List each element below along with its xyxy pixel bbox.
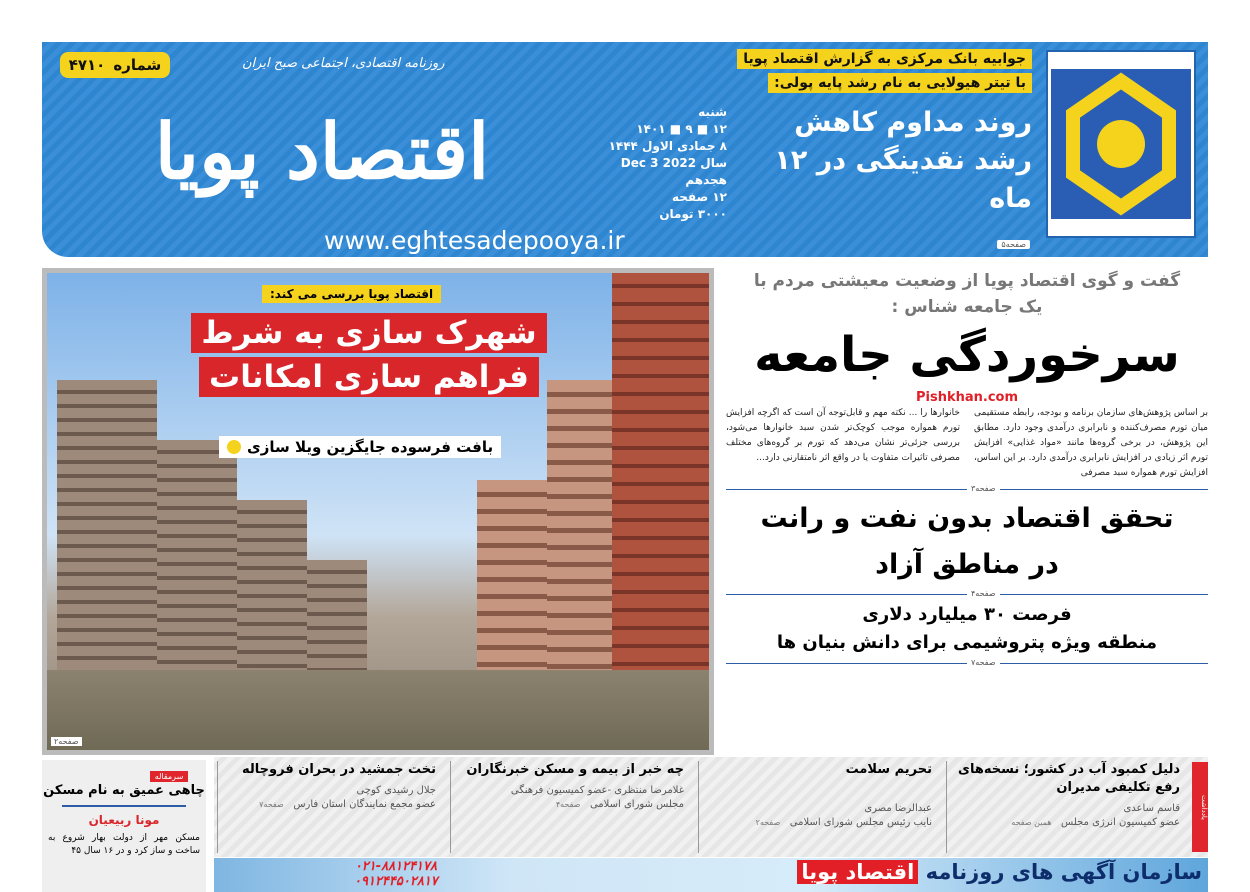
solar-date: ۱۲ ■ ۹ ■ ۱۴۰۱ — [636, 122, 727, 136]
note-role: عضو کمیسیون انرژی مجلس — [1061, 817, 1180, 828]
photo-kicker: اقتصاد پویا بررسی می کند: — [262, 285, 441, 303]
editorial-author: مونا ربیعیان — [88, 813, 160, 827]
divider — [726, 658, 1208, 667]
photo-headline-line: فراهم سازی امکانات — [199, 357, 539, 397]
ad-phone: ۰۹۱۲۴۴۵۰۲۸۱۷ — [354, 874, 438, 889]
website-url[interactable]: www.eghtesadepooya.ir — [324, 226, 625, 255]
kicker-line: با تیتر هیولایی به نام رشد پایه پولی: — [768, 73, 1032, 93]
editorial-text: مسکن مهر از دولت بهار شروع به ساخت و ساز کرد و در ۱۶ سال ۴۵ — [48, 833, 200, 856]
tagline: روزنامه اقتصادی، اجتماعی صبح ایران — [242, 56, 445, 71]
ad-phones — [354, 859, 438, 889]
building — [547, 380, 617, 680]
interview-body — [726, 406, 1208, 481]
building — [157, 440, 237, 670]
ad-title — [797, 860, 1202, 884]
note-role: مجلس شورای اسلامی — [589, 799, 684, 810]
note-author: جلال رشیدی کوچی — [356, 785, 436, 796]
photo-headline-line: شهرک سازی به شرط — [191, 313, 546, 353]
page-ref: صفحه۷ — [967, 658, 1000, 667]
interview-kicker: گفت و گوی اقتصاد پویا از وضعیت معیشتی مردم با — [753, 271, 1181, 291]
editorial-tag: سرمقاله — [150, 771, 189, 782]
page-ref: صفحه۵ — [997, 240, 1030, 249]
page-ref: صفحه۷ — [259, 800, 284, 809]
note-role: نایب رئیس مجلس شورای اسلامی — [789, 817, 932, 828]
body-column: خانوارها را ... نکته مهم و قابل‌توجه آن است که اگرچه افزایش تورم همواره موجب کوچک‌تر شدن سبد خانوارها می‌شود، بررسی جزئی‌تر نشان می‌دهد که تورم بر گروه‌های مختلف مصرفی تاثیرات متفاوت یا در واقع اثر نامتقارنی دارد... — [726, 408, 960, 463]
page-ref: صفحه۴ — [555, 800, 581, 809]
subheadline-text: بافت فرسوده جایگزین ویلا سازی — [247, 438, 494, 456]
note-author: قاسم ساعدی — [1123, 803, 1180, 814]
interview-kicker: یک جامعه شناس : — [891, 297, 1043, 317]
publication-year: هجدهم — [685, 173, 727, 187]
body-column: بر اساس پژوهش‌های سازمان برنامه و بودجه، رابطه مستقیمی میان تورم مصرف‌کننده و نابرابری درآمدی وجود دارد. مطابق این پژوهش، در برخی گروه‌ها مانند «مواد غذایی» افزایش تورم اثر زیادی در افزایش نابرابری درآمدی دارد. بر این اساس، افزایش تورم همواره سبد مصرفی — [974, 408, 1208, 478]
page-ref: صفحه۲ — [755, 818, 781, 827]
photo-subheadline — [219, 436, 501, 458]
weekday: شنبه — [698, 105, 727, 119]
note-item[interactable] — [698, 761, 938, 853]
story3-headline[interactable]: منطقه ویژه پتروشیمی برای دانش بنیان ها — [776, 632, 1158, 653]
note-role: عضو مجمع نمایندگان استان فارس — [293, 799, 436, 810]
note-item[interactable] — [946, 761, 1186, 853]
building — [612, 270, 712, 680]
editorial[interactable] — [42, 760, 206, 892]
ad-brand: اقتصاد پویا — [797, 860, 918, 884]
right-column — [726, 268, 1208, 668]
page-ref: صفحه۲ — [51, 737, 82, 746]
ground — [47, 670, 709, 750]
note-title: تحریم سلامت — [845, 762, 932, 777]
ad-banner[interactable] — [214, 858, 1208, 892]
building — [307, 560, 367, 670]
story3-headline[interactable]: فرصت ۳۰ میلیارد دلاری — [862, 604, 1072, 625]
kicker-line: جوابیه بانک مرکزی به گزارش اقتصاد پویا — [737, 49, 1032, 69]
issue-label: شماره — [113, 56, 162, 74]
issue-number: ۴۷۱۰ — [68, 56, 106, 74]
building — [477, 480, 547, 680]
story2-headline[interactable]: تحقق اقتصاد بدون نفت و رانت — [760, 503, 1174, 534]
bullet-icon — [227, 440, 241, 454]
ad-title-text: سازمان آگهی های روزنامه — [925, 860, 1202, 884]
note-author: عبدالرضا مصری — [864, 803, 932, 814]
story2-headline[interactable]: در مناطق آزاد — [875, 549, 1059, 580]
note-item[interactable] — [217, 761, 442, 853]
top-story-kicker — [737, 48, 1032, 96]
interview-headline[interactable]: سرخوردگی جامعه — [754, 327, 1180, 383]
ad-phone: ۰۲۱-۸۸۱۲۴۱۷۸ — [354, 859, 437, 874]
note-author: غلامرضا منتظری -عضو کمیسیون فرهنگی — [510, 785, 684, 796]
photo-headline — [179, 313, 559, 397]
price: ۳۰۰۰ تومان — [659, 207, 727, 221]
note-title: تخت جمشید در بحران فروچاله — [242, 762, 436, 777]
notes-tag: یادداشت — [1192, 762, 1208, 852]
page-ref: صفحه۴ — [967, 589, 1000, 598]
lunar-date: ۸ جمادی الاول ۱۴۴۴ — [608, 139, 727, 153]
year-label: سال — [700, 156, 727, 170]
masthead — [42, 42, 1208, 257]
page-ref: همین صفحه — [1011, 818, 1052, 827]
building — [237, 500, 307, 670]
central-bank-logo — [1046, 50, 1196, 238]
date-block — [597, 104, 727, 223]
note-item[interactable] — [450, 761, 690, 853]
note-title: چه خبر از بیمه و مسکن خبرنگاران — [466, 762, 684, 777]
page-ref: صفحه۳ — [967, 484, 1000, 493]
page-count: ۱۲ صفحه — [672, 190, 727, 204]
notes-strip — [214, 757, 1208, 857]
divider — [62, 805, 186, 807]
central-bank-emblem-icon — [1051, 69, 1191, 219]
building — [57, 380, 157, 670]
lead-photo-story[interactable] — [42, 268, 714, 755]
top-story-headline[interactable]: روند مداوم کاهش رشد نقدینگی در ۱۲ ماه — [774, 107, 1032, 214]
watermark: Pishkhan.com — [915, 390, 1019, 405]
issue-number-badge — [60, 52, 170, 78]
divider — [726, 484, 1208, 493]
gregorian-date: Dec 3 2022 — [620, 156, 697, 170]
newspaper-logo: اقتصاد پویا — [154, 107, 490, 196]
divider — [726, 589, 1208, 598]
note-title: دلیل کمبود آب در کشور؛ نسخه‌های رفع تکلیفی مدیران — [958, 762, 1180, 795]
editorial-title: چاهی عمیق به نام مسکن — [43, 783, 205, 798]
